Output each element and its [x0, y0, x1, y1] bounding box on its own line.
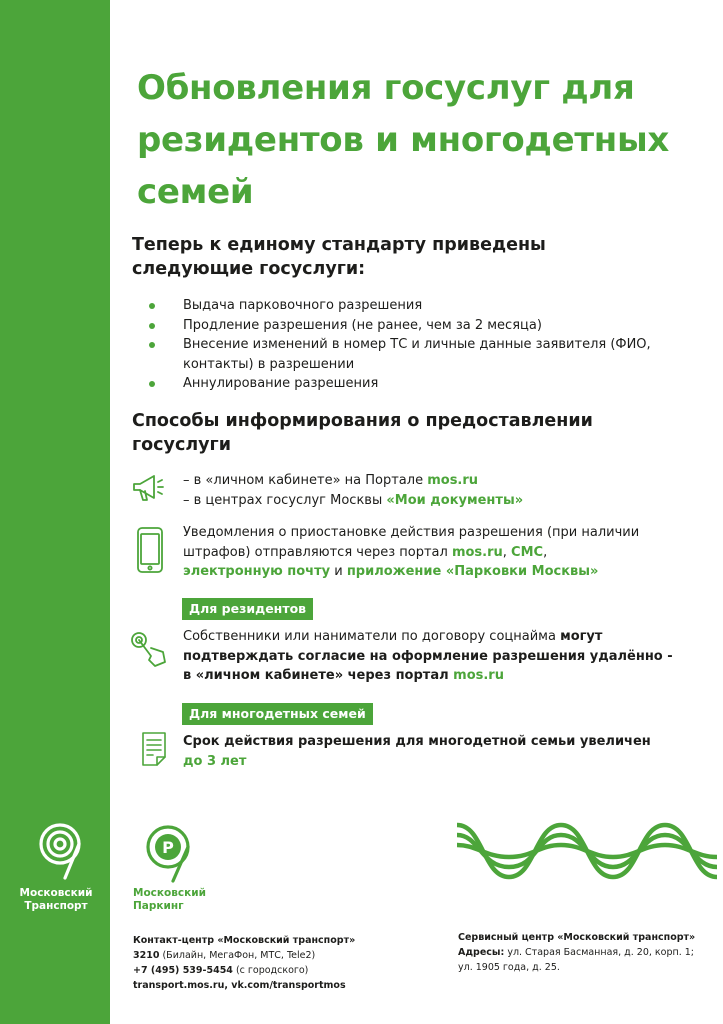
- moscow-parking-logo-line-2: Паркинг: [133, 900, 184, 912]
- notification-text-main: Уведомления о приостановке действия разрешения (при наличии штрафов) отправляются через портал: [183, 525, 640, 560]
- mos-ru-link[interactable]: mos.ru: [427, 473, 479, 488]
- megaphone-icon: [130, 470, 166, 506]
- notification-heading-line-2: госуслуги: [132, 435, 231, 455]
- large-families-text: [183, 732, 683, 771]
- short-number[interactable]: 3210: [133, 950, 160, 961]
- channel-portal: [183, 471, 683, 491]
- list-item-text: Внесение изменений в номер ТС и личные данные заявителя (ФИО, контакты) в разрешении: [183, 337, 651, 372]
- page-title: [137, 62, 697, 218]
- parking-app-link[interactable]: приложение «Парковки Москвы»: [346, 564, 599, 579]
- list-item-text: Продление разрешения (не ранее, чем за 2 месяца): [183, 317, 542, 333]
- address-line-2: ул. 1905 года, д. 25.: [458, 962, 560, 973]
- my-documents-link[interactable]: «Мои документы»: [386, 492, 524, 508]
- moscow-transport-logo-line-1: Московский: [19, 887, 93, 899]
- bullet-icon: [149, 381, 155, 387]
- svg-text:P: P: [162, 838, 174, 857]
- moscow-transport-logo-line-2: Транспорт: [24, 900, 88, 912]
- phone-note: (с городского): [232, 965, 309, 976]
- mos-ru-link[interactable]: mos.ru: [453, 668, 504, 683]
- address-label: Адресы:: [458, 947, 505, 958]
- wave-pattern-icon: [455, 815, 720, 887]
- large-families-text-bold: Срок действия разрешения для многодетной семьи увеличен: [183, 734, 651, 749]
- moscow-parking-logo-line-1: Московский: [133, 887, 206, 899]
- mos-ru-link[interactable]: mos.ru: [451, 544, 503, 560]
- list-item: [145, 374, 685, 394]
- address-line-1: [458, 945, 708, 960]
- residents-badge: Для резидентов: [182, 598, 313, 620]
- bullet-icon: [149, 342, 155, 348]
- touch-hand-icon: [129, 630, 169, 670]
- moscow-transport-logo-text: [10, 887, 102, 913]
- channel-portal-text: – в «личном кабинете» на Портале: [183, 473, 428, 488]
- services-list: [145, 296, 685, 394]
- title-line-3: семей: [137, 172, 254, 212]
- short-number-line: [133, 948, 433, 963]
- sms-link[interactable]: СМС: [511, 544, 544, 560]
- bullet-icon: [149, 323, 155, 329]
- separator: ,: [543, 544, 548, 560]
- channel-centers-text: – в центрах госуслуг Москвы: [183, 492, 387, 508]
- service-center-title: Сервисный центр «Московский транспорт»: [458, 932, 696, 943]
- residents-text-regular: Собственники или наниматели по договору соцнайма: [183, 629, 561, 644]
- smartphone-icon: [135, 526, 165, 574]
- notification-text: [183, 523, 683, 582]
- service-center-info: [458, 930, 708, 975]
- contact-center-title: Контакт-центр «Московский транспорт»: [133, 935, 356, 946]
- moscow-parking-logo-text: [133, 887, 233, 913]
- channel-centers: [183, 491, 683, 511]
- email-link[interactable]: электронную почту: [183, 564, 331, 579]
- list-item-text: Аннулирование разрешения: [183, 376, 379, 391]
- notification-heading-line-1: Способы информирования о предоставлении: [132, 411, 593, 431]
- short-number-note: (Билайн, МегаФон, МТС, Tele2): [159, 950, 316, 961]
- list-item: [145, 316, 685, 336]
- moscow-transport-logo-icon: [33, 822, 87, 882]
- residents-text: [183, 627, 683, 686]
- residents-text-bold: могут подтверждать согласие на оформление разрешения удалённо - в «личном кабинете» через портал: [183, 629, 673, 683]
- services-heading: [132, 233, 652, 281]
- large-families-badge: Для многодетных семей: [182, 703, 373, 725]
- conjunction: и: [330, 564, 347, 579]
- phone-number[interactable]: +7 (495) 539-5454: [133, 965, 233, 976]
- contact-center-info: [133, 933, 433, 993]
- services-heading-line-1: Теперь к единому стандарту приведены: [132, 235, 546, 255]
- contact-links[interactable]: transport.mos.ru, vk.com/transportmos: [133, 980, 346, 991]
- phone-line: [133, 963, 433, 978]
- address-line-1-text: ул. Старая Басманная, д. 20, корп. 1;: [504, 947, 694, 958]
- notification-heading: [132, 409, 652, 457]
- list-item: [145, 335, 685, 374]
- separator: ,: [502, 544, 512, 560]
- list-item-text: Выдача парковочного разрешения: [183, 298, 423, 313]
- three-years-text: до 3 лет: [183, 753, 247, 769]
- moscow-parking-logo-icon: [145, 823, 199, 885]
- title-line-1: Обновления госуслуг для: [137, 68, 635, 108]
- list-item: [145, 296, 685, 316]
- services-heading-line-2: следующие госуслуги:: [132, 259, 366, 279]
- bullet-icon: [149, 303, 155, 309]
- channels-text: [183, 471, 683, 510]
- document-icon: [140, 731, 168, 767]
- title-line-2: резидентов и многодетных: [137, 120, 670, 160]
